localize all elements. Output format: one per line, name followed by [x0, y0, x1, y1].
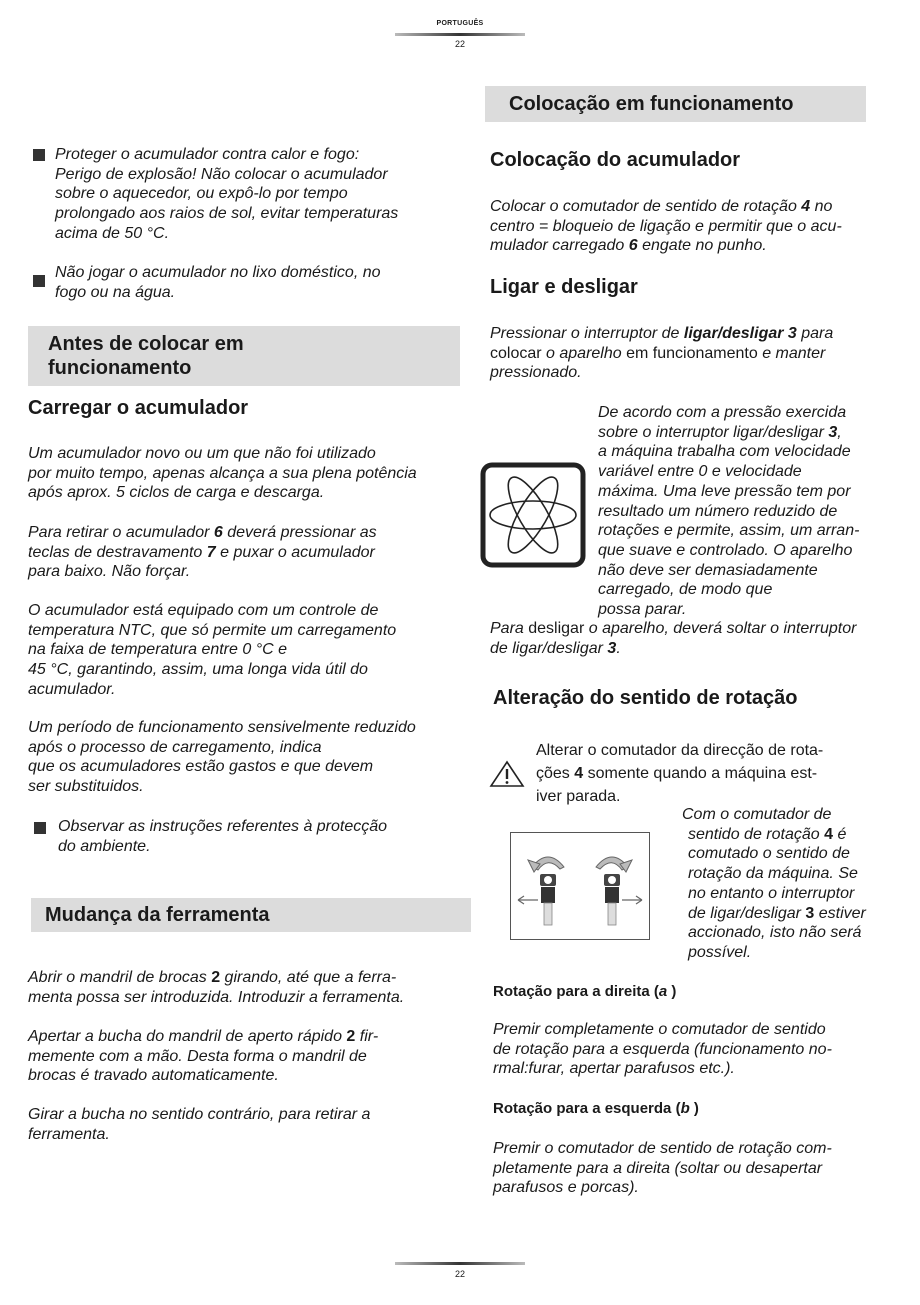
text-line [536, 762, 823, 785]
text-line: temperatura NTC, que só permite um carregamento [28, 621, 397, 639]
ref-number: 6 [628, 237, 638, 255]
para-para-desligar [490, 619, 856, 658]
ref-number: 3 [805, 904, 815, 922]
text-span: Abrir o mandril de brocas [28, 969, 212, 986]
text-span: no [810, 198, 833, 215]
para-ntc [28, 601, 396, 700]
text-line: carregado, de modo que [598, 581, 773, 599]
text-span: e puxar o acumulador [215, 543, 375, 561]
text-span: Para [490, 620, 524, 637]
text-line [490, 619, 856, 639]
text-span: em funcionamento [621, 344, 763, 362]
para-pressionar-interruptor [490, 324, 833, 383]
text-line: para baixo. Não forçar. [28, 563, 191, 581]
text-span: Colocar o comutador de sentido de rotação [490, 198, 802, 215]
ref-number: 3 [828, 423, 838, 441]
text-span: para [796, 325, 834, 342]
ref-number: 2 [211, 969, 221, 986]
text-line: centro = bloqueio de ligação e permitir que o acu- [490, 217, 842, 235]
text-span: engate no punho. [637, 237, 767, 255]
text-line: possa parar. [598, 601, 687, 619]
text-line: ser substituidos. [28, 778, 144, 796]
square-bullet-icon [33, 149, 45, 161]
text-line: acumulador. [28, 680, 116, 698]
text-line [682, 904, 866, 924]
text-line: acima de 50 °C. [55, 224, 170, 242]
text-line [28, 968, 404, 988]
text-line: Premir o comutador de sentido de rotação com- [493, 1140, 832, 1157]
heading-colocacao-acumulador: Colocação do acumulador [490, 149, 741, 171]
text-span: colocar [490, 344, 547, 362]
text-span: de ligar/desligar [490, 639, 608, 657]
text-line: Um período de funcionamento sensivelmente reduzido [28, 719, 416, 736]
warning-triangle-icon [489, 760, 525, 788]
text-span: ) [689, 1100, 699, 1117]
para-retirar-acumulador [28, 523, 377, 582]
text-line: resultado um número reduzido de [598, 502, 838, 520]
text-span: . [616, 639, 621, 657]
text-line: De acordo com a pressão exercida [598, 404, 847, 421]
heading-carregar: Carregar o acumulador [28, 397, 249, 419]
text-line: Observar as instruções referentes à protecção [58, 818, 388, 835]
text-span: mulador carregado [490, 237, 629, 255]
text-line: de rotação para a esquerda (funcionamento no- [493, 1040, 832, 1058]
text-line [28, 1027, 378, 1047]
text-span: a [658, 983, 668, 1000]
text-line: iver parada. [536, 788, 621, 805]
text-line: sobre o aquecedor, ou expô-lo por tempo [55, 185, 348, 203]
text-line: rmal:furar, apertar parafusos etc.). [493, 1060, 735, 1078]
heading-alteracao-sentido: Alteração do sentido de rotação [493, 687, 798, 709]
bullet-fire-warning [55, 145, 398, 244]
text-span: teclas de destravamento [28, 543, 207, 561]
heading-rotacao-esquerda [493, 1100, 699, 1117]
ref-number: 6 [213, 524, 223, 541]
ref-number: 2 [346, 1028, 356, 1045]
text-line [28, 543, 377, 563]
text-line: na faixa de temperatura entre 0 °C e [28, 641, 287, 659]
text-line: comutado o sentido de [688, 845, 850, 863]
ref-number: ligar/desligar 3 [683, 325, 797, 342]
text-line: Um acumulador novo ou um que não foi utilizado [28, 445, 376, 462]
text-line: que suave e controlado. O aparelho [598, 541, 853, 559]
text-line: prolongado aos raios de sol, evitar temperaturas [55, 205, 399, 223]
text-line [490, 344, 833, 364]
rotation-direction-diagram-icon [510, 832, 650, 940]
text-line [490, 197, 842, 217]
heading-ligar-desligar: Ligar e desligar [490, 276, 638, 298]
text-line: Alterar o comutador da direcção de rota- [536, 742, 824, 759]
text-line: no entanto o interruptor [688, 884, 855, 902]
text-line: do ambiente. [58, 837, 151, 855]
text-span: Pressionar o interruptor de [490, 325, 684, 342]
text-line [490, 639, 856, 659]
para-periodo-reduzido [28, 718, 416, 797]
header-rule [395, 33, 525, 36]
text-line: rotação da máquina. Se [688, 865, 858, 883]
text-line: possível. [688, 943, 752, 961]
text-span: Rotação para a direita ( [493, 983, 659, 1000]
heading-rotacao-direita [493, 983, 676, 1000]
text-line: parafusos e porcas). [493, 1179, 639, 1197]
text-line: Perigo de explosão! Não colocar o acumulador [55, 165, 388, 183]
text-span: Para retirar o acumulador [28, 524, 214, 541]
text-line: pressionado. [490, 364, 582, 382]
header-page-number: 22 [454, 39, 465, 49]
ref-number: 7 [206, 543, 216, 561]
text-line [28, 523, 377, 543]
ref-number: 4 [801, 198, 811, 215]
para-colocar-comutador [490, 197, 842, 256]
para-comutador-sentido [682, 805, 866, 963]
section-title-line: funcionamento [48, 357, 192, 379]
footer-rule [395, 1262, 525, 1265]
text-line: a máquina trabalha com velocidade [598, 443, 851, 461]
text-line: accionado, isto não será [688, 924, 862, 942]
text-line: O acumulador está equipado com um controle de [28, 602, 379, 619]
para-rotacao-esquerda [493, 1139, 832, 1198]
text-line: Premir completamente o comutador de sentido [493, 1021, 826, 1038]
text-line: fogo ou na água. [55, 283, 176, 301]
para-abrir-mandril [28, 968, 404, 1007]
para-rotacao-direita [493, 1020, 832, 1079]
text-span: b [680, 1100, 690, 1117]
text-line: memente com a mão. Desta forma o mandril de [28, 1047, 367, 1065]
para-apertar-bucha [28, 1027, 378, 1086]
text-span: de ligar/desligar [688, 904, 806, 922]
text-line: ferramenta. [28, 1125, 110, 1143]
text-span: e manter [762, 344, 826, 362]
bullet-disposal [55, 263, 381, 302]
text-line: não deve ser demasiadamente [598, 561, 818, 579]
text-line: brocas é travado automaticamente. [28, 1067, 279, 1085]
section-title-line: Antes de colocar em [48, 333, 244, 355]
text-line: pletamente para a direita (soltar ou desapertar [493, 1159, 823, 1177]
text-span: sobre o interruptor ligar/desligar [598, 423, 829, 441]
text-span: , [837, 423, 842, 441]
text-line: Proteger o acumulador contra calor e fogo: [55, 146, 360, 163]
ref-number: 4 [824, 825, 833, 843]
section-colocacao-funcionamento: Colocação em funcionamento [485, 86, 866, 122]
text-span: Rotação para a esquerda ( [493, 1100, 681, 1117]
text-span: Apertar a bucha do mandril de aperto rápido [28, 1028, 347, 1045]
text-span: girando, até que a ferra- [220, 969, 397, 986]
text-line: por muito tempo, apenas alcança a sua plena potência [28, 464, 417, 482]
bullet-ambiente [58, 817, 387, 856]
text-line: menta possa ser introduzida. Introduzir a ferramenta. [28, 988, 405, 1006]
text-line: máxima. Uma leve pressão tem por [598, 482, 851, 500]
text-line [682, 825, 866, 845]
text-line: após aprox. 5 ciclos de carga e descarga. [28, 484, 325, 502]
ref-number: 3 [607, 639, 617, 657]
text-line: que os acumuladores estão gastos e que devem [28, 758, 374, 776]
square-bullet-icon [33, 275, 45, 287]
text-span: deverá pressionar as [222, 524, 377, 541]
warning-text [536, 739, 823, 808]
section-antes-de-colocar [28, 326, 460, 386]
square-bullet-icon [34, 822, 46, 834]
text-line: Girar a bucha no sentido contrário, para retirar a [28, 1106, 371, 1123]
footer-page-number: 22 [454, 1269, 465, 1279]
text-span: somente quando a máquina est- [583, 765, 818, 782]
text-span: o aparelho [546, 344, 622, 362]
text-span: fir- [355, 1028, 379, 1045]
text-line: Não jogar o acumulador no lixo doméstico, no [55, 264, 381, 281]
text-line: variável entre 0 e velocidade [598, 463, 802, 481]
text-line [490, 236, 842, 256]
header-language: PORTUGUÊS [436, 20, 484, 27]
text-line [598, 423, 859, 443]
text-span: é [833, 825, 847, 843]
para-girar-bucha [28, 1105, 370, 1144]
text-line [490, 324, 833, 344]
text-span: o aparelho, deverá soltar o interruptor [588, 620, 857, 637]
variable-speed-icon [480, 462, 586, 568]
text-span: ções [536, 765, 575, 782]
text-span: desligar [523, 620, 589, 637]
text-span: ) [667, 983, 677, 1000]
text-line: Com o comutador de [682, 806, 832, 823]
section-mudanca-ferramenta: Mudança da ferramenta [31, 898, 471, 932]
para-novo-acumulador [28, 444, 417, 503]
para-pressao-exercida [598, 403, 859, 620]
ref-number: 4 [574, 765, 584, 782]
text-line: 45 °C, garantindo, assim, uma longa vida útil do [28, 661, 368, 679]
text-span: estiver [814, 904, 866, 922]
text-line: rotações e permite, assim, um arran- [598, 522, 860, 540]
text-line: após o processo de carregamento, indica [28, 738, 322, 756]
text-span: sentido de rotação [688, 825, 825, 843]
